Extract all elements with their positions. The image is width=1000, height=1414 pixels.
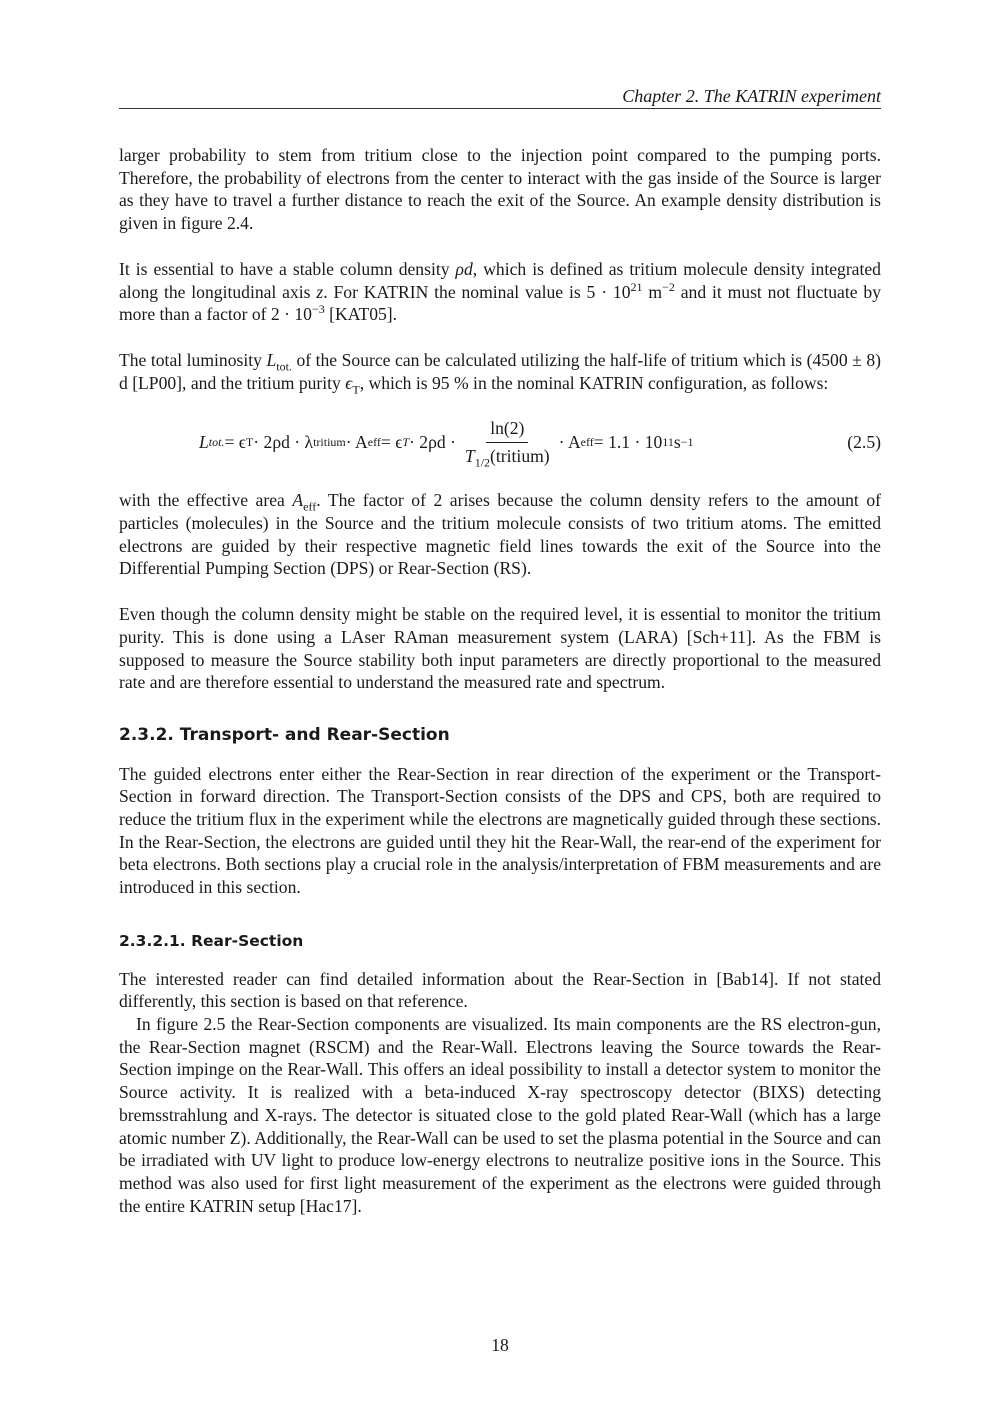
running-header: Chapter 2. The KATRIN experiment bbox=[622, 86, 881, 106]
paragraph-rear-components: In figure 2.5 the Rear-Section components are visualized. Its main components are the RS electron-gun, the Rear-Section magnet (RSCM) and the Rear-Wall. Electrons leaving the Source towards the Rear-Section impinge on the Rear-Wall. This offers an ideal possibility to install a detector system to monitor the Source activity. It is realized with a beta-induced X-ray spectroscopy detector (BIXS) detecting bremsstrahlung and X-rays. The detector is situated close to the gold plated Rear-Wall (which has a large atomic number Z). Additionally, the Rear-Wall can be used to set the plasma potential in the Source and can be irradiated with UV light to produce low-energy electrons to neutralize positive ions in the Source. This method was also used for first light measurement of the experiment as the electrons were guided through the entire KATRIN setup [Hac17]. bbox=[119, 1013, 881, 1216]
equation-body: L tot. = ϵ T · 2ρd · λ tritium · A eff = ϵ T · 2ρd · $\frac{\ln(2)}{T_{1/2}(tritium)}$ · A eff = 1.1 · 10 11 s −1 bbox=[199, 418, 694, 470]
paragraph-density: larger probability to stem from tritium close to the injection point compared to the pumping ports. Therefore, the probability of electrons from the center to interact with the gas inside of the Source is larger as they have to travel a further distance to reach the exit of the Source. An example density distribution is given in figure 2.4. bbox=[119, 145, 881, 234]
page-content bbox=[119, 144, 881, 1217]
header-rule bbox=[119, 108, 881, 109]
equation-number: (2.5) bbox=[847, 432, 881, 453]
page-number: 18 bbox=[491, 1335, 509, 1355]
equation-fraction: $\frac{\ln(2)}{T_{1/2}(tritium)}$ bbox=[464, 418, 550, 470]
paragraph-effective-area: with the effective area $A_{eff}$. The factor of 2 arises because the column density refers to the amount of particles (molecules) in the Source and the tritium molecule consists of two tritium atoms. The emitted electrons are guided by their respective magnetic field lines towards the exit of the Source into the Differential Pumping Section (DPS) or Rear-Section (RS). bbox=[119, 490, 881, 579]
paragraph-luminosity: The total luminosity $L_{tot.}$ of the Source can be calculated utilizing the half-life of tritium which is (4500 ± 8) d [LP00], and the tritium purity $\epsilon_T$, which is 95 % in the nominal KATRIN configuration, as follows: bbox=[119, 349, 881, 397]
subsection-heading: 2.3.2.1. Rear-Section bbox=[119, 931, 304, 950]
paragraph-transport: The guided electrons enter either the Rear-Section in rear direction of the experiment or the Transport-Section in forward direction. The Transport-Section consists of the DPS and CPS, both are required to reduce the tritium flux in the experiment while the electrons are magnetically guided through these sections. In the Rear-Section, the electrons are guided until they hit the Rear-Wall, the rear-end of the experiment for beta electrons. Both sections play a crucial role in the analysis/interpretation of FBM measurements and are introduced in this section. bbox=[119, 763, 881, 898]
section-heading: 2.3.2. Transport- and Rear-Section bbox=[119, 724, 450, 745]
paragraph-tritium-purity: Even though the column density might be stable on the required level, it is essential to monitor the tritium purity. This is done using a LAser RAman measurement system (LARA) [Sch+11]. As the FBM is supposed to measure the Source stability both input parameters are directly proportional to the measured rate and are therefore essential to understand the measured rate and spectrum. bbox=[119, 604, 881, 693]
paragraph-rear-intro: The interested reader can find detailed information about the Rear-Section in [Bab14]. If not stated differently, this section is based on that reference. bbox=[119, 968, 881, 1012]
equation-2-5 bbox=[119, 413, 881, 471]
paragraph-column-density: It is essential to have a stable column density ρd, which is defined as tritium molecule density integrated along the longitudinal axis z. For KATRIN the nominal value is $5 \cdot 10^{21}$ $m^{-2}$ and it must not fluctuate by more than a factor of $2 \cdot 10^{-3}$ [KAT05]. bbox=[119, 258, 882, 325]
